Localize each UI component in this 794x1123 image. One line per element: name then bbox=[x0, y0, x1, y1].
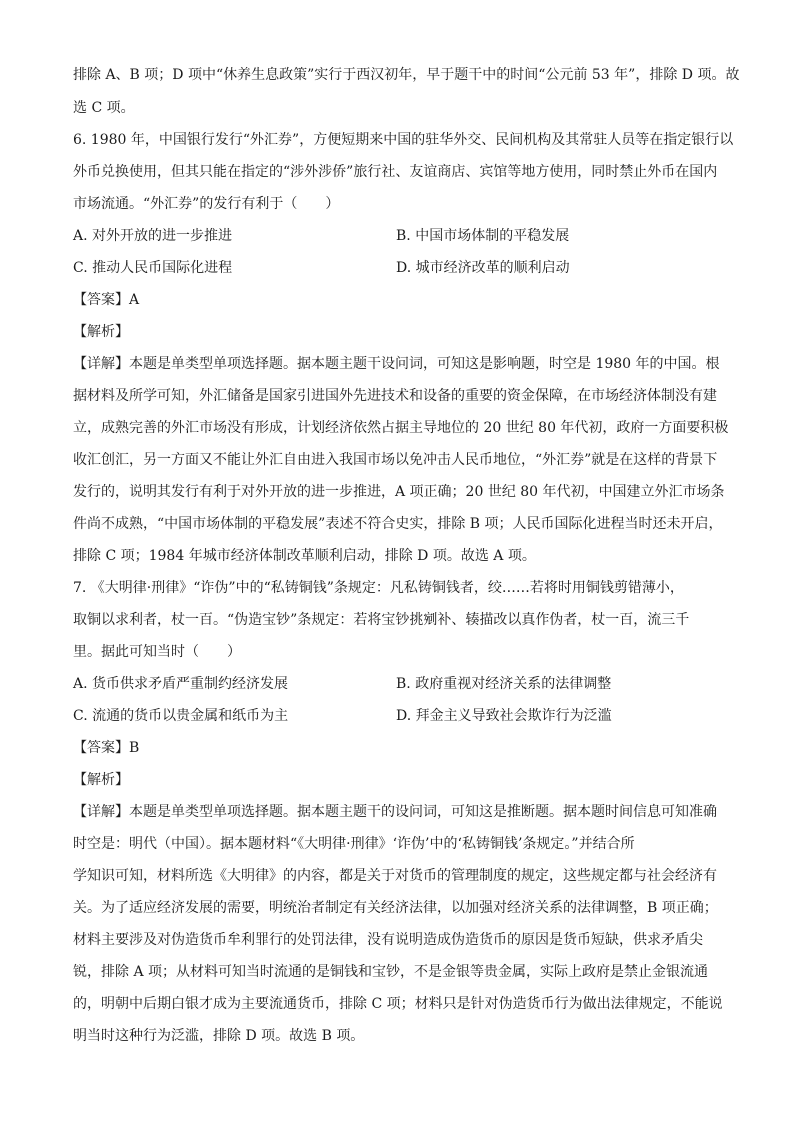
option-d: D. 城市经济改革的顺利启动 bbox=[396, 260, 570, 276]
question-stem-line: 取铜以求利者，杖一百。“伪造宝钞”条规定：若将宝钞挑剜补、辏描改以真作伪者，杖一百，流三千 bbox=[73, 612, 690, 628]
analysis-line: 材料主要涉及对伪造货币牟利罪行的处罚法律，没有说明造成伪造货币的原因是货币短缺，供求矛盾尖 bbox=[73, 932, 703, 948]
analysis-line: 件尚不成熟，“中国市场体制的平稳发展”表述不符合史实，排除 B 项；人民币国际化进程当时还未开启， bbox=[73, 516, 723, 532]
analysis-line: 锐，排除 A 项；从材料可知当时流通的是铜钱和宝钞，不是金银等贵金属，实际上政府是禁止金银流通 bbox=[73, 964, 709, 980]
question-stem-line: 里。据此可知当时（ ） bbox=[73, 644, 241, 660]
text-line: 选 C 项。 bbox=[73, 100, 135, 116]
analysis-line: 的，明朝中后期白银才成为主要流通货币，排除 C 项；材料只是针对伪造货币行为做出法律规定，不能说 bbox=[73, 996, 723, 1012]
answer-label: 【答案】A bbox=[73, 292, 140, 308]
option-c: C. 推动人民币国际化进程 bbox=[73, 260, 233, 276]
analysis-title: 【解析】 bbox=[73, 772, 129, 788]
analysis-line: 【详解】本题是单类型单项选择题。据本题主题干设问词，可知这是影响题，时空是 1980 年的中国。根 bbox=[73, 356, 720, 372]
analysis-line: 【详解】本题是单类型单项选择题。据本题主题干的设问词，可知这是推断题。据本题时间信息可知准确 bbox=[73, 804, 717, 820]
text-line: 排除 A、B 项；D 项中“休养生息政策”实行于西汉初年，早于题干中的时间“公元前 53 年”，排除 D 项。故 bbox=[73, 67, 740, 83]
option-d: D. 拜金主义导致社会欺诈行为泛滥 bbox=[396, 708, 612, 724]
option-b: B. 政府重视对经济关系的法律调整 bbox=[396, 676, 612, 692]
analysis-line: 学知识可知，材料所选《大明律》的内容，都是关于对货币的管理制度的规定，这些规定都与社会经济有 bbox=[73, 868, 717, 884]
analysis-title: 【解析】 bbox=[73, 324, 129, 340]
option-a: A. 货币供求矛盾严重制约经济发展 bbox=[73, 676, 289, 692]
question-stem-line: 外币兑换使用，但其只能在指定的“涉外涉侨”旅行社、友谊商店、宾馆等地方使用，同时禁止外币在国内 bbox=[73, 164, 718, 180]
analysis-line: 发行的，说明其发行有利于对外开放的进一步推进，A 项正确；20 世纪 80 年代初，中国建立外汇市场条 bbox=[73, 484, 725, 500]
analysis-line: 关。为了适应经济发展的需要，明统治者制定有关经济法律，以加强对经济关系的法律调整，B 项正确； bbox=[73, 900, 718, 916]
question-stem-line: 市场流通。“外汇券”的发行有利于（ ） bbox=[73, 196, 340, 212]
analysis-line: 据材料及所学可知，外汇储备是国家引进国外先进技术和设备的重要的资金保障，在市场经济体制没有建 bbox=[73, 388, 717, 404]
option-b: B. 中国市场体制的平稳发展 bbox=[396, 228, 570, 244]
analysis-line: 收汇创汇，另一方面又不能让外汇自由进入我国市场以免冲击人民币地位，“外汇券”就是在这样的背景下 bbox=[73, 452, 718, 468]
analysis-line: 时空是：明代（中国）。据本题材料“《大明律·刑律》‘诈伪’中的‘私铸铜钱’条规定。”并结合所 bbox=[73, 836, 635, 852]
question-stem-line: 7. 《大明律·刑律》“诈伪”中的“私铸铜钱”条规定：凡私铸铜钱者，绞……若将时用铜钱剪错薄小， bbox=[73, 580, 684, 596]
option-c: C. 流通的货币以贵金属和纸币为主 bbox=[73, 708, 289, 724]
analysis-line: 明当时这种行为泛滥，排除 D 项。故选 B 项。 bbox=[73, 1028, 365, 1044]
analysis-line: 立，成熟完善的外汇市场没有形成，计划经济依然占据主导地位的 20 世纪 80 年代初，政府一方面要积极 bbox=[73, 420, 729, 436]
option-a: A. 对外开放的进一步推进 bbox=[73, 228, 233, 244]
analysis-line: 排除 C 项；1984 年城市经济体制改革顺利启动，排除 D 项。故选 A 项。 bbox=[73, 548, 536, 564]
answer-label: 【答案】B bbox=[73, 740, 140, 756]
question-stem-line: 6. 1980 年，中国银行发行“外汇券”，方便短期来中国的驻华外交、民间机构及其常驻人员等在指定银行以 bbox=[73, 132, 734, 148]
